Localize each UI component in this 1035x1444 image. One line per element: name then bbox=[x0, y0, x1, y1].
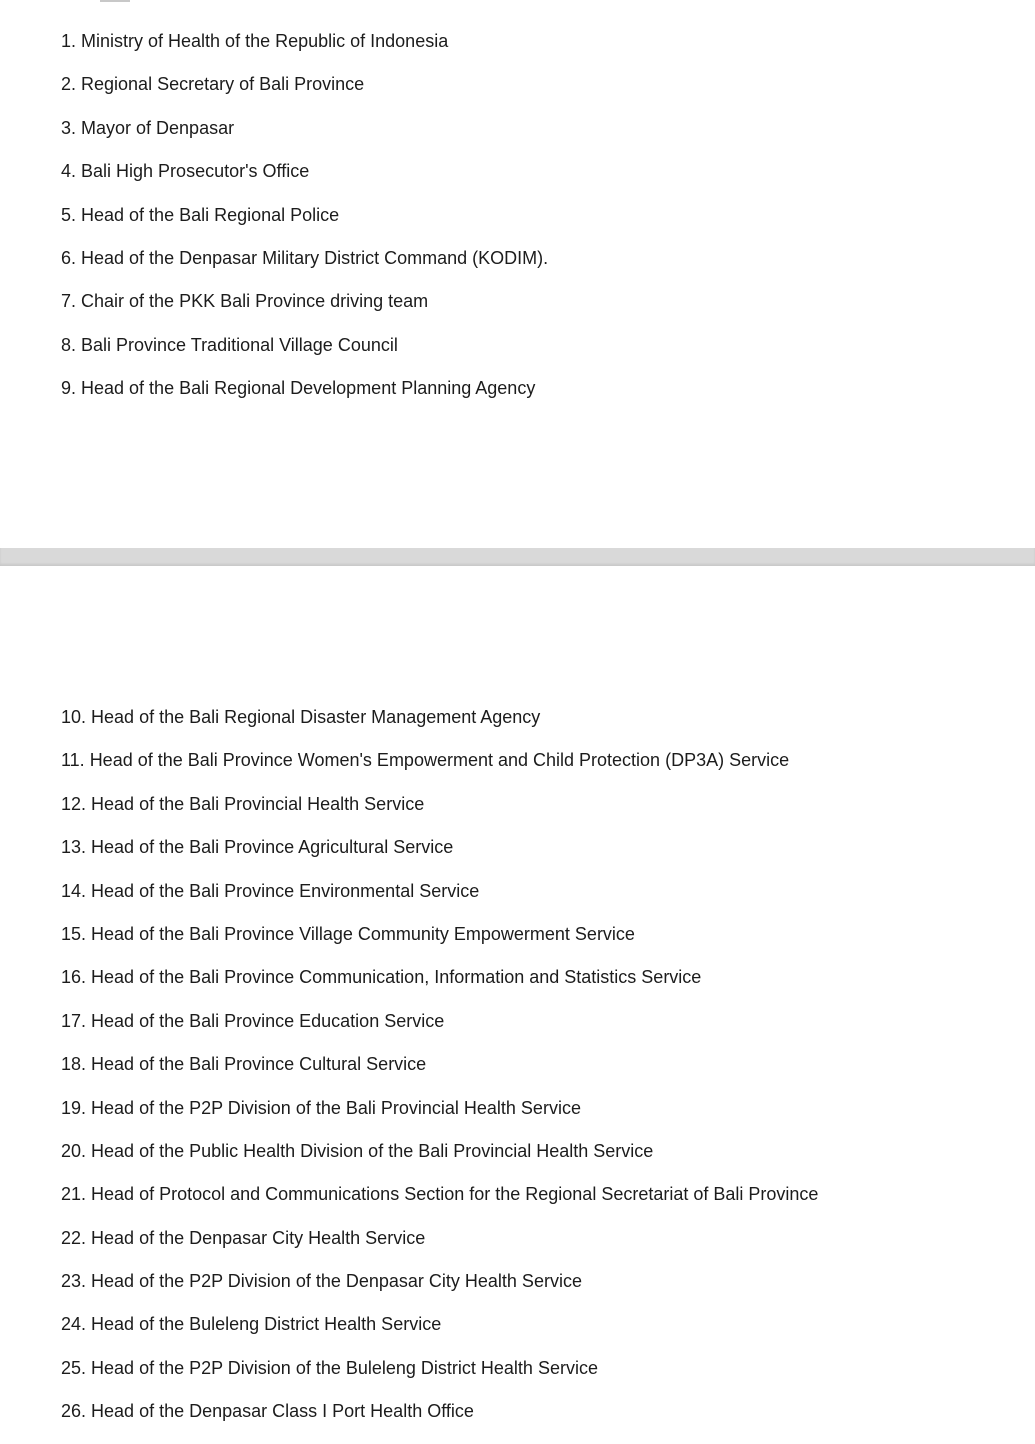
item-number: 21. bbox=[61, 1184, 87, 1205]
list-item bbox=[61, 706, 818, 749]
item-text: Bali Province Traditional Village Council bbox=[81, 334, 398, 355]
item-number: 19. bbox=[61, 1097, 87, 1118]
item-number: 5. bbox=[61, 204, 77, 225]
list-item bbox=[61, 1313, 818, 1356]
item-text: Head of the Denpasar City Health Service bbox=[91, 1227, 426, 1248]
item-number: 7. bbox=[61, 291, 77, 312]
item-number: 9. bbox=[61, 378, 77, 399]
list-item bbox=[61, 1227, 818, 1270]
list-item bbox=[61, 749, 818, 792]
list-item bbox=[61, 966, 818, 1009]
item-text: Head of the Buleleng District Health Service bbox=[91, 1314, 442, 1335]
item-text: Head of the Public Health Division of the Bali Provincial Health Service bbox=[91, 1140, 654, 1161]
list-item bbox=[61, 160, 548, 203]
item-number: 3. bbox=[61, 117, 77, 138]
item-number: 12. bbox=[61, 793, 87, 814]
list-item bbox=[61, 1010, 818, 1053]
list-item bbox=[61, 117, 548, 160]
page-edge-mark bbox=[100, 0, 130, 2]
list-item bbox=[61, 1097, 818, 1140]
item-text: Head of the Bali Province Communication, Information and Statistics Service bbox=[91, 967, 702, 988]
item-text: Head of the Bali Province Cultural Service bbox=[91, 1054, 427, 1075]
item-text: Head of the P2P Division of the Buleleng District Health Service bbox=[91, 1357, 598, 1378]
item-text: Head of the Bali Regional Disaster Management Agency bbox=[91, 707, 541, 727]
item-number: 15. bbox=[61, 923, 87, 944]
list-item bbox=[61, 1053, 818, 1096]
list-item bbox=[61, 1270, 818, 1313]
item-text: Head of the Bali Regional Police bbox=[81, 204, 340, 225]
item-text: Mayor of Denpasar bbox=[81, 117, 235, 138]
item-number: 26. bbox=[61, 1401, 87, 1422]
item-number: 4. bbox=[61, 161, 77, 182]
item-text: Head of the Bali Province Women's Empowerment and Child Protection (DP3A) Service bbox=[89, 750, 790, 771]
list-item bbox=[61, 880, 818, 923]
item-text: Head of the Denpasar Military District Command (KODIM). bbox=[81, 247, 549, 268]
list-item bbox=[61, 923, 818, 966]
item-number: 20. bbox=[61, 1140, 87, 1161]
item-text: Ministry of Health of the Republic of Indonesia bbox=[81, 31, 449, 51]
item-number: 23. bbox=[61, 1271, 87, 1292]
item-text: Head of the P2P Division of the Denpasar City Health Service bbox=[91, 1271, 582, 1292]
item-number: 14. bbox=[61, 880, 87, 901]
page-break-separator bbox=[0, 548, 1035, 566]
item-number: 16. bbox=[61, 967, 87, 988]
list-item bbox=[61, 73, 548, 116]
list-item bbox=[61, 1357, 818, 1400]
item-text: Head of the Bali Provincial Health Service bbox=[91, 793, 425, 814]
item-text: Head of the Bali Province Village Community Empowerment Service bbox=[91, 923, 635, 944]
item-number: 1. bbox=[61, 31, 77, 51]
list-item bbox=[61, 247, 548, 290]
item-number: 13. bbox=[61, 837, 87, 858]
document-page-1 bbox=[0, 0, 1035, 548]
recipient-list-page-1 bbox=[61, 30, 548, 421]
list-item bbox=[61, 204, 548, 247]
list-item bbox=[61, 290, 548, 333]
list-item bbox=[61, 1140, 818, 1183]
item-number: 24. bbox=[61, 1314, 87, 1335]
item-text: Head of Protocol and Communications Section for the Regional Secretariat of Bali Province bbox=[91, 1184, 819, 1205]
item-number: 2. bbox=[61, 74, 77, 95]
item-number: 8. bbox=[61, 334, 77, 355]
item-number: 17. bbox=[61, 1010, 87, 1031]
item-text: Bali High Prosecutor's Office bbox=[81, 161, 310, 182]
item-number: 10. bbox=[61, 707, 87, 727]
list-item bbox=[61, 1183, 818, 1226]
item-number: 18. bbox=[61, 1054, 87, 1075]
list-item bbox=[61, 793, 818, 836]
item-text: Head of the Bali Province Environmental Service bbox=[91, 880, 480, 901]
item-text: Chair of the PKK Bali Province driving team bbox=[81, 291, 429, 312]
item-text: Head of the Bali Province Education Service bbox=[91, 1010, 445, 1031]
list-item bbox=[61, 334, 548, 377]
item-text: Head of the Denpasar Class I Port Health Office bbox=[91, 1401, 474, 1422]
item-number: 25. bbox=[61, 1357, 87, 1378]
document-page-2 bbox=[0, 566, 1035, 1422]
list-item bbox=[61, 1400, 818, 1443]
item-text: Head of the Bali Province Agricultural Service bbox=[91, 837, 454, 858]
item-number: 11. bbox=[61, 750, 85, 771]
item-number: 22. bbox=[61, 1227, 87, 1248]
list-item bbox=[61, 836, 818, 879]
recipient-list-page-2 bbox=[61, 706, 818, 1444]
item-text: Head of the P2P Division of the Bali Provincial Health Service bbox=[91, 1097, 581, 1118]
item-text: Regional Secretary of Bali Province bbox=[81, 74, 365, 95]
list-item bbox=[61, 30, 548, 73]
item-text: Head of the Bali Regional Development Planning Agency bbox=[81, 378, 536, 399]
list-item bbox=[61, 377, 548, 420]
item-number: 6. bbox=[61, 247, 77, 268]
